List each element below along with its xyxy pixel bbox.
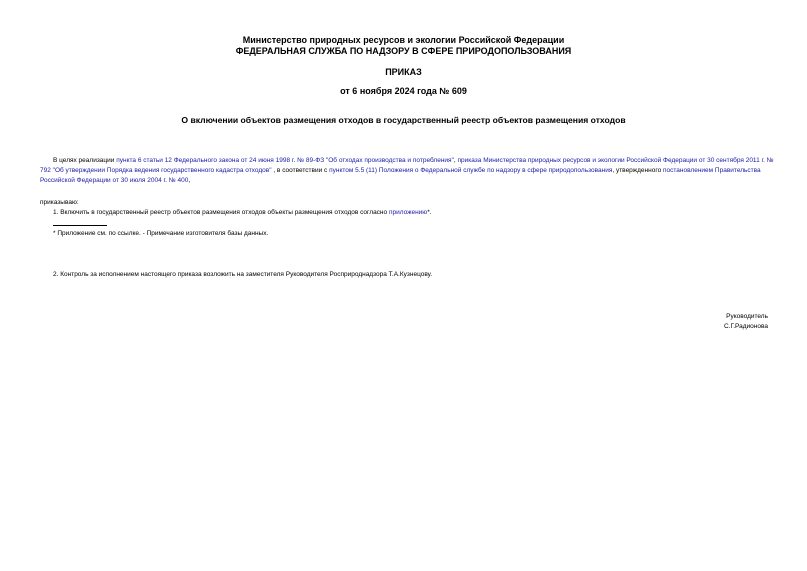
law-link[interactable]: пункта 6 статьи 12 Федерального закона от 24 июня 1998 г. № 89-ФЗ "Об отходах производства и потребления": [116, 157, 454, 164]
preamble-text-3: , в соответствии с: [271, 167, 330, 174]
preamble-text-1: В целях реализации: [53, 157, 117, 164]
document-date-number: от 6 ноября 2024 года № 609: [340, 86, 467, 96]
item-2: [40, 270, 775, 280]
footnote-divider: [53, 225, 107, 226]
regulation-clause-link[interactable]: пунктом 5.5 (11) Положения о Федеральной службе по надзору в сфере природопользования: [329, 167, 613, 174]
preamble-text-5: ,: [188, 177, 191, 184]
item-1-text: 1. Включить в государственный реестр объектов размещения отходов объекты размещения отходов согласно: [53, 209, 389, 216]
preamble-text-4: , утвержденного: [612, 167, 663, 174]
ministry-order-link[interactable]: приказа Министерства природных ресурсов и экологии Российской Федерации от 30 сентября 2011 г. № 792 "Об утверждении Порядка ведения государственного кадастра отходов": [40, 157, 774, 174]
footnote: [40, 229, 775, 239]
service-name: ФЕДЕРАЛЬНАЯ СЛУЖБА ПО НАДЗОРУ В СФЕРЕ ПРИРОДОПОЛЬЗОВАНИЯ: [235, 46, 572, 56]
preamble-text-2: ,: [453, 157, 458, 164]
footnote-text: * Приложение см. по ссылке. - Примечание изготовителя базы данных.: [53, 230, 269, 237]
signature-name: С.Г.Радионова: [723, 323, 768, 330]
item-2-text: 2. Контроль за исполнением настоящего приказа возложить на заместителя Руководителя Росприроднадзора Т.А.Кузнецову.: [53, 271, 433, 278]
document-type: ПРИКАЗ: [385, 67, 422, 77]
ministry-name: Министерство природных ресурсов и экологии Российской Федерации: [242, 35, 565, 45]
document-title: О включении объектов размещения отходов в государственный реестр объектов размещения отходов: [181, 115, 626, 125]
signature-position: Руководитель: [726, 313, 768, 320]
order-word: приказываю:: [40, 199, 79, 206]
item-1: [40, 208, 775, 218]
preamble-paragraph: [40, 156, 775, 186]
item-1-suffix: *.: [427, 209, 432, 216]
appendix-link[interactable]: приложению: [388, 209, 428, 216]
government-decree-link[interactable]: постановлением Правительства Российской Федерации от 30 июля 2004 г. № 400: [40, 167, 761, 184]
